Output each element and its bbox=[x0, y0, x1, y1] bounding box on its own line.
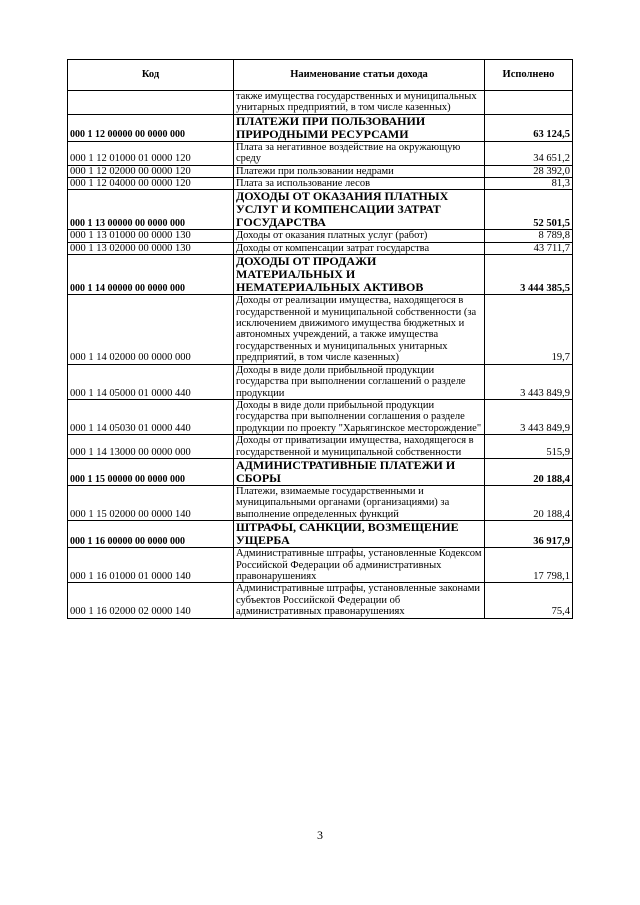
row-amount: 28 392,0 bbox=[485, 165, 573, 177]
row-code: 000 1 12 04000 00 0000 120 bbox=[68, 178, 234, 190]
table-row bbox=[68, 178, 573, 190]
row-amount: 20 188,4 bbox=[485, 458, 573, 485]
row-name: Административные штрафы, установленные законами субъектов Российской Федерации об административных правонарушениях bbox=[234, 583, 485, 618]
page-number: 3 bbox=[317, 828, 323, 842]
row-amount: 20 188,4 bbox=[485, 485, 573, 520]
row-amount: 81,3 bbox=[485, 178, 573, 190]
row-code: 000 1 13 01000 00 0000 130 bbox=[68, 230, 234, 242]
row-code: 000 1 14 00000 00 0000 000 bbox=[68, 255, 234, 295]
row-name: Доходы в виде доли прибыльной продукции государства при выполнении соглашений о разделе продукции bbox=[234, 364, 485, 399]
row-name: Платежи, взимаемые государственными и муниципальными органами (организациями) за выполнение определенных функций bbox=[234, 485, 485, 520]
row-name: Плата за негативное воздействие на окружающую среду bbox=[234, 141, 485, 165]
table-row bbox=[68, 165, 573, 177]
table-row bbox=[68, 364, 573, 399]
table-row bbox=[68, 458, 573, 485]
row-code: 000 1 15 00000 00 0000 000 bbox=[68, 458, 234, 485]
row-code: 000 1 14 13000 00 0000 000 bbox=[68, 435, 234, 459]
header-amount: Исполнено bbox=[485, 60, 573, 91]
row-code: 000 1 14 05000 01 0000 440 bbox=[68, 364, 234, 399]
table-row bbox=[68, 583, 573, 618]
row-code: 000 1 14 02000 00 0000 000 bbox=[68, 295, 234, 364]
header-code: Код bbox=[68, 60, 234, 91]
table-row bbox=[68, 548, 573, 583]
table-row bbox=[68, 91, 573, 115]
row-code: 000 1 15 02000 00 0000 140 bbox=[68, 485, 234, 520]
row-amount: 3 443 849,9 bbox=[485, 399, 573, 434]
row-amount: 515,9 bbox=[485, 435, 573, 459]
row-code: 000 1 12 00000 00 0000 000 bbox=[68, 114, 234, 141]
row-name: ПЛАТЕЖИ ПРИ ПОЛЬЗОВАНИИ ПРИРОДНЫМИ РЕСУРСАМИ bbox=[234, 114, 485, 141]
row-code: 000 1 16 01000 01 0000 140 bbox=[68, 548, 234, 583]
header-name: Наименование статьи дохода bbox=[234, 60, 485, 91]
table-row bbox=[68, 435, 573, 459]
table-row bbox=[68, 230, 573, 242]
row-code: 000 1 12 01000 01 0000 120 bbox=[68, 141, 234, 165]
table-row bbox=[68, 521, 573, 548]
row-name: Доходы от приватизации имущества, находящегося в государственной и муниципальной собственности bbox=[234, 435, 485, 459]
row-name: ДОХОДЫ ОТ ПРОДАЖИ МАТЕРИАЛЬНЫХ И НЕМАТЕРИАЛЬНЫХ АКТИВОВ bbox=[234, 255, 485, 295]
table-row bbox=[68, 485, 573, 520]
row-amount: 63 124,5 bbox=[485, 114, 573, 141]
table-row bbox=[68, 255, 573, 295]
table-row bbox=[68, 141, 573, 165]
row-amount: 3 444 385,5 bbox=[485, 255, 573, 295]
row-amount: 36 917,9 bbox=[485, 521, 573, 548]
table-row bbox=[68, 295, 573, 364]
row-code bbox=[68, 91, 234, 115]
row-code: 000 1 12 02000 00 0000 120 bbox=[68, 165, 234, 177]
row-amount: 3 443 849,9 bbox=[485, 364, 573, 399]
row-amount bbox=[485, 91, 573, 115]
row-code: 000 1 13 02000 00 0000 130 bbox=[68, 242, 234, 254]
table-row bbox=[68, 114, 573, 141]
row-amount: 52 501,5 bbox=[485, 190, 573, 230]
row-name: Плата за использование лесов bbox=[234, 178, 485, 190]
row-name: Платежи при пользовании недрами bbox=[234, 165, 485, 177]
row-amount: 43 711,7 bbox=[485, 242, 573, 254]
row-amount: 17 798,1 bbox=[485, 548, 573, 583]
row-code: 000 1 13 00000 00 0000 000 bbox=[68, 190, 234, 230]
row-name: Административные штрафы, установленные Кодексом Российской Федерации об административных правонарушениях bbox=[234, 548, 485, 583]
row-amount: 19,7 bbox=[485, 295, 573, 364]
revenue-table bbox=[67, 59, 573, 619]
table-row bbox=[68, 190, 573, 230]
table-body bbox=[68, 91, 573, 619]
row-name: Доходы от реализации имущества, находящегося в государственной и муниципальной собственности (за исключением движимого имущества бюджетных и автономных учреждений, а также имущества государственных и муниципальных унитарных предприятий, в том числе казенных) bbox=[234, 295, 485, 364]
row-amount: 8 789,8 bbox=[485, 230, 573, 242]
table-row bbox=[68, 399, 573, 434]
row-name: АДМИНИСТРАТИВНЫЕ ПЛАТЕЖИ И СБОРЫ bbox=[234, 458, 485, 485]
row-name: Доходы в виде доли прибыльной продукции государства при выполнении соглашения о разделе продукции по проекту "Харьягинское месторождение" bbox=[234, 399, 485, 434]
table-header-row bbox=[68, 60, 573, 91]
row-name: ДОХОДЫ ОТ ОКАЗАНИЯ ПЛАТНЫХ УСЛУГ И КОМПЕНСАЦИИ ЗАТРАТ ГОСУДАРСТВА bbox=[234, 190, 485, 230]
table-row bbox=[68, 242, 573, 254]
row-code: 000 1 16 00000 00 0000 000 bbox=[68, 521, 234, 548]
row-amount: 34 651,2 bbox=[485, 141, 573, 165]
row-name: Доходы от оказания платных услуг (работ) bbox=[234, 230, 485, 242]
row-code: 000 1 16 02000 02 0000 140 bbox=[68, 583, 234, 618]
row-amount: 75,4 bbox=[485, 583, 573, 618]
row-name: Доходы от компенсации затрат государства bbox=[234, 242, 485, 254]
row-name: ШТРАФЫ, САНКЦИИ, ВОЗМЕЩЕНИЕ УЩЕРБА bbox=[234, 521, 485, 548]
row-code: 000 1 14 05030 01 0000 440 bbox=[68, 399, 234, 434]
row-name: также имущества государственных и муниципальных унитарных предприятий, в том числе казенных) bbox=[234, 91, 485, 115]
